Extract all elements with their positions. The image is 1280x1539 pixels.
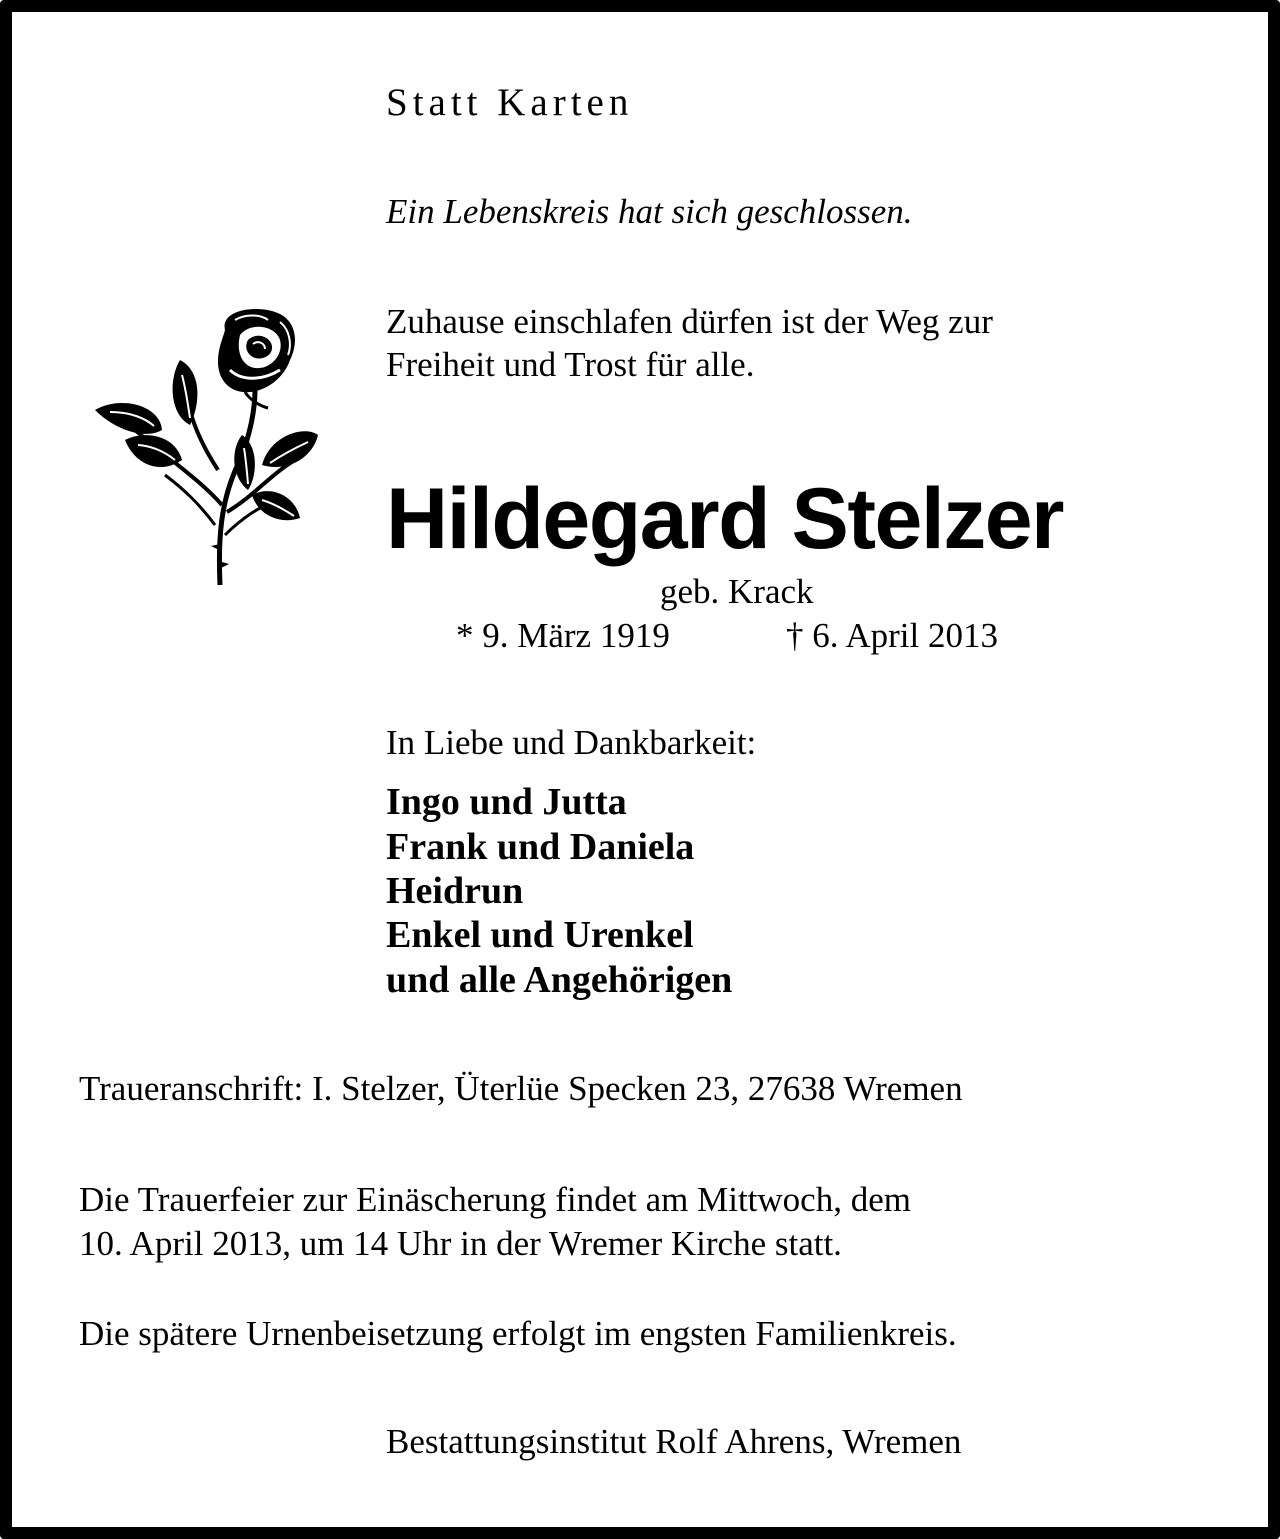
mourning-address: Traueranschrift: I. Stelzer, Üterlüe Specken 23, 27638 Wremen bbox=[79, 1069, 963, 1108]
undertaker: Bestattungsinstitut Rolf Ahrens, Wremen bbox=[386, 1422, 962, 1461]
quote-line-2: Freiheit und Trost für alle. bbox=[386, 345, 755, 384]
death-date: † 6. April 2013 bbox=[786, 616, 998, 655]
deceased-name: Hildegard Stelzer bbox=[386, 471, 1064, 567]
header-statt-karten: Statt Karten bbox=[386, 81, 634, 124]
mourner-line: Frank und Daniela bbox=[386, 826, 695, 868]
quote-line-1: Zuhause einschlafen dürfen ist der Weg zur bbox=[386, 302, 993, 341]
urn-burial-note: Die spätere Urnenbeisetzung erfolgt im engsten Familienkreis. bbox=[79, 1314, 957, 1353]
motto: Ein Lebenskreis hat sich geschlossen. bbox=[386, 192, 913, 231]
mourner-line: und alle Angehörigen bbox=[386, 959, 733, 1001]
love-intro: In Liebe und Dankbarkeit: bbox=[386, 723, 757, 762]
mourner-line: Enkel und Urenkel bbox=[386, 914, 694, 956]
ceremony-line-1: Die Trauerfeier zur Einäscherung findet am Mittwoch, dem bbox=[79, 1180, 911, 1219]
rose-icon bbox=[90, 300, 330, 595]
ceremony-line-2: 10. April 2013, um 14 Uhr in der Wremer Kirche statt. bbox=[79, 1224, 842, 1263]
mourner-line: Ingo und Jutta bbox=[386, 781, 627, 823]
mourner-line: Heidrun bbox=[386, 870, 524, 912]
birth-date: * 9. März 1919 bbox=[456, 616, 670, 655]
birth-name: geb. Krack bbox=[660, 572, 814, 611]
